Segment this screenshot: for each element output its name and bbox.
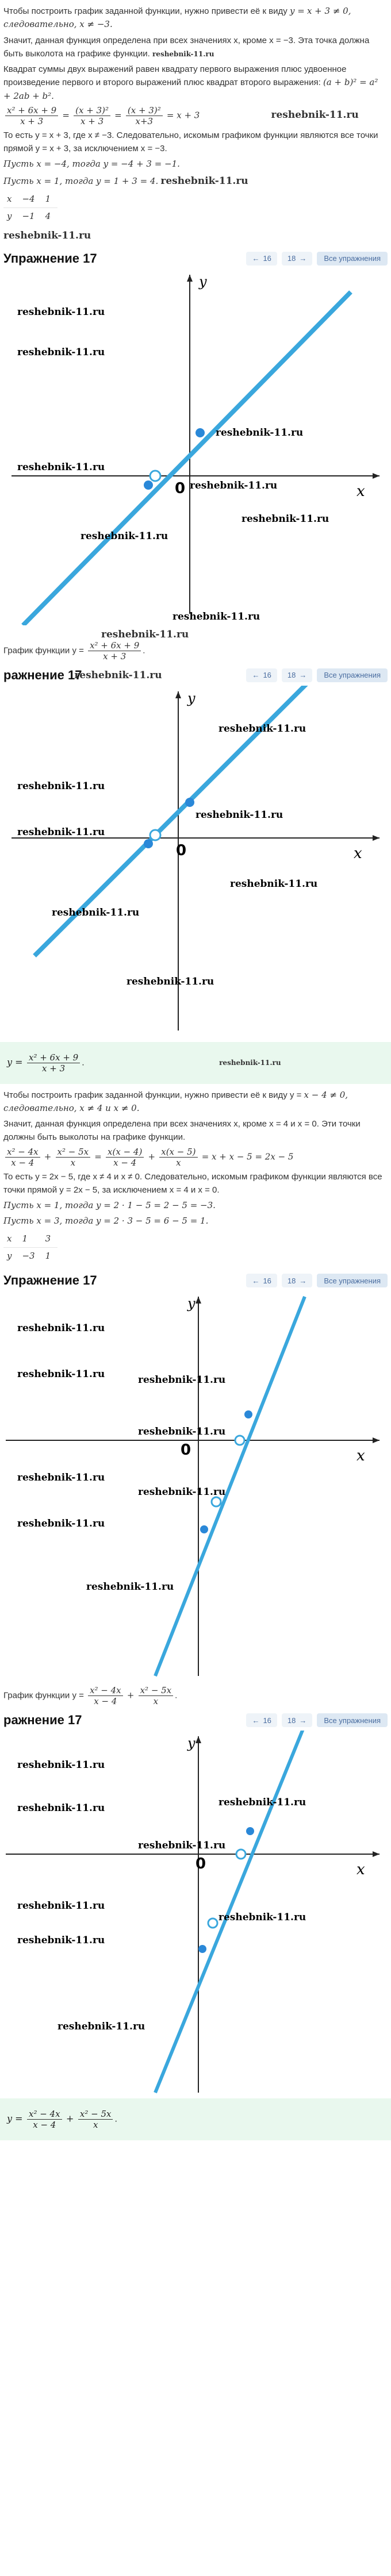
watermark: reshebnik-11.ru bbox=[218, 722, 306, 735]
y-axis-arrow bbox=[187, 275, 193, 282]
svg-text:0: 0 bbox=[195, 1855, 206, 1873]
watermark: reshebnik-11.ru bbox=[271, 109, 359, 121]
arrow-left-icon: ← bbox=[252, 1276, 260, 1285]
next-exercise-button[interactable]: 18 → bbox=[282, 1274, 312, 1287]
watermark: reshebnik-11.ru bbox=[17, 461, 105, 473]
intro-text: Чтобы построить график заданной функции, нужно привести её к виду bbox=[3, 6, 288, 16]
graph-3-svg bbox=[0, 1291, 391, 1682]
next-exercise-button[interactable]: 18 → bbox=[282, 1713, 312, 1727]
graph-3-caption: График функции y = $\frac{\text{x² − 4x}}{x - 4}$ + $\frac{\text{x² − 5x}}{x}$ . bbox=[3, 1685, 178, 1707]
point-a bbox=[144, 480, 153, 490]
prev-exercise-button[interactable]: ← 16 bbox=[246, 1274, 277, 1287]
watermark: reshebnik-11.ru bbox=[17, 1472, 105, 1484]
graph-line-1 bbox=[23, 292, 351, 625]
watermark: reshebnik-11.ru bbox=[3, 230, 91, 242]
arrow-left-icon: ← bbox=[252, 671, 260, 680]
graph-4 bbox=[0, 1731, 391, 2098]
graph-4-svg bbox=[0, 1731, 391, 2098]
watermark: reshebnik-11.ru bbox=[218, 1912, 306, 1924]
transform-equation-2: $\frac{\text{x² − 4x}}{x - 4}$ + $\frac{\text{x² − 5x}}{x}$ = $\frac{x(x - 4)}{x - 4}$ + $\frac{x(x - 5)}{x}$ = x + x − 5 = 2x − 5 bbox=[3, 1147, 388, 1168]
solution-1-text: Чтобы построить график заданной функции, нужно привести её к виду y = x + 3 ≠ 0, следовательно, x ≠ −3. Значит, данная функция определена при всех значениях x, кроме x = −3. Эта точка должна быть выколота на графике функции. reshebnik-11.ru Квадрат суммы двух выражений равен квадрату первого выражения плюс удвоенное произведение первого и второго выражений плюс квадрат второго выражения: (a + b)² = a² + 2ab + b². $\frac{\text{x² + 6x + 9}}{x + 3}$ = $\frac{\text{(x + 3)²}}{x + 3}$ = $\frac{\text{(x + 3)²}}{x+3}$ = x + 3 reshebnik-11.ru То есть y = x + 3, где x ≠ −3. Следовательно, искомым графиком функции являются все точки прямой y = x + 3, за исключением x = −3. Пусть x = −4, тогда y = −4 + 3 = −1. Пусть x = 1, тогда y = 1 + 3 = 4. reshebnik-11.ru x −4 1 y −1 4 reshebnik-11.ru bbox=[0, 0, 391, 248]
watermark: reshebnik-11.ru bbox=[57, 2021, 145, 2033]
exercise-title: Упражнение 17 bbox=[3, 251, 97, 266]
arrow-left-icon: ← bbox=[252, 254, 260, 263]
x-axis-arrow bbox=[373, 473, 379, 479]
exercise-header-4: ражнение 17 ← 16 18 → Все упражнения bbox=[0, 1710, 391, 1731]
watermark: reshebnik-11.ru bbox=[17, 1368, 105, 1381]
arrow-right-icon: → bbox=[299, 254, 307, 263]
prev-exercise-button[interactable]: ← 16 bbox=[246, 1713, 277, 1727]
domain-text: Значит, данная функция определена при всех значениях x, кроме x = −3. Эта точка должна быть выколота на графике функции. bbox=[3, 35, 370, 59]
watermark: reshebnik-11.ru bbox=[230, 878, 318, 890]
svg-text:y: y bbox=[187, 690, 195, 706]
graph-2 bbox=[0, 686, 391, 1042]
watermark: reshebnik-11.ru bbox=[17, 1322, 105, 1335]
watermark: reshebnik-11.ru bbox=[152, 49, 214, 58]
values-table: x −4 1 y −1 4 bbox=[3, 191, 57, 225]
all-exercises-button[interactable]: Все упражнения bbox=[317, 668, 388, 682]
x-axis-label: x bbox=[356, 482, 365, 500]
transform-equation: $\frac{\text{x² + 6x + 9}}{x + 3}$ = $\frac{\text{(x + 3)²}}{x + 3}$ = $\frac{\text{(x + 3)²}}{x+3}$ = x + 3 reshebnik-11.ru bbox=[3, 105, 388, 126]
prev-exercise-button[interactable]: ← 16 bbox=[246, 668, 277, 682]
graph-2-svg bbox=[0, 686, 391, 1042]
point-b bbox=[195, 428, 205, 437]
watermark: reshebnik-11.ru bbox=[52, 906, 140, 918]
all-exercises-button[interactable]: Все упражнения bbox=[317, 252, 388, 266]
point-2: Пусть x = 1, тогда y = 1 + 3 = 4. bbox=[3, 175, 159, 186]
watermark: reshebnik-11.ru bbox=[138, 1426, 226, 1438]
svg-text:x: x bbox=[356, 1447, 365, 1465]
watermark: reshebnik-11.ru bbox=[17, 1802, 105, 1814]
graph-1 bbox=[0, 269, 391, 625]
watermark: reshebnik-11.ru bbox=[172, 610, 260, 622]
values-table-2: x 1 3 y −3 1 bbox=[3, 1231, 57, 1265]
solution-2-text: Чтобы построить график заданной функции, нужно привести её к виду y = x − 4 ≠ 0, следовательно, x ≠ 4 и x ≠ 0. Значит, данная функция определена при всех значениях x, кроме x = 4 и x = 0. Эти точки должны быть выколоты на графике функции. $\frac{\text{x² − 4x}}{x - 4}$ + $\frac{\text{x² − 5x}}{x}$ = $\frac{x(x - 4)}{x - 4}$ + $\frac{x(x - 5)}{x}$ = x + x − 5 = 2x − 5 То есть y = 2x − 5, где x ≠ 4 и x ≠ 0. Следовательно, искомым графиком функции являются все точки прямой y = 2x − 5, за исключением x = 4 и x = 0. Пусть x = 1, тогда y = 2 · 1 − 5 = 2 − 5 = −3. Пусть x = 3, тогда y = 2 · 3 − 5 = 6 − 5 = 1. x 1 3 y −3 1 bbox=[0, 1084, 391, 1271]
graph-3 bbox=[0, 1291, 391, 1682]
prev-exercise-button[interactable]: ← 16 bbox=[246, 252, 277, 266]
point-1: Пусть x = −4, тогда y = −4 + 3 = −1. bbox=[3, 159, 180, 170]
watermark: reshebnik-11.ru bbox=[86, 1581, 174, 1593]
graph-1-caption: reshebnik-11.ru График функции y = $\frac{\text{x² + 6x + 9}}{x + 3}$ . bbox=[3, 628, 189, 662]
watermark: reshebnik-11.ru bbox=[17, 1935, 105, 1947]
watermark: reshebnik-11.ru bbox=[17, 1759, 105, 1771]
watermark: reshebnik-11.ru bbox=[216, 426, 304, 439]
watermark: reshebnik-11.ru bbox=[160, 175, 248, 187]
exercise-title: ражнение 17 bbox=[3, 667, 82, 682]
watermark: reshebnik-11.ru bbox=[80, 530, 168, 542]
watermark: reshebnik-11.ru bbox=[17, 1518, 105, 1530]
origin-label: 0 bbox=[175, 479, 186, 497]
svg-text:y: y bbox=[187, 1295, 195, 1312]
svg-text:0: 0 bbox=[176, 841, 187, 859]
graph-1-svg bbox=[0, 269, 391, 625]
answer-box-1: y = $\frac{\text{x² + 6x + 9}}{x + 3}$ . reshebnik-11.ru bbox=[0, 1042, 391, 1084]
arrow-right-icon: → bbox=[299, 671, 307, 680]
svg-text:y: y bbox=[187, 1735, 195, 1752]
exercise-header bbox=[0, 248, 391, 269]
all-exercises-button[interactable]: Все упражнения bbox=[317, 1274, 388, 1287]
watermark: reshebnik-11.ru bbox=[241, 513, 329, 525]
watermark: reshebnik-11.ru bbox=[17, 780, 105, 792]
svg-text:x: x bbox=[354, 844, 362, 862]
answer-box-2: y = $\frac{\text{x² − 4x}}{x - 4}$ + $\frac{\text{x² − 5x}}{x}$ . bbox=[0, 2098, 391, 2140]
conclusion-text: То есть y = x + 3, где x ≠ −3. Следовательно, искомым графиком функции являются все точки прямой y = x + 3, за исключением x = −3. bbox=[3, 130, 378, 153]
exercise-header-2: ражнение 17 reshebnik-11.ru ← 16 18 → Все упражнения bbox=[0, 665, 391, 686]
square-rule-text: Квадрат суммы двух выражений равен квадрату первого выражения плюс удвоенное произведение первого и второго выражений плюс квадрат второго выражения: bbox=[3, 64, 347, 88]
svg-text:x: x bbox=[356, 1861, 365, 1879]
hole-point bbox=[150, 471, 160, 481]
watermark: reshebnik-11.ru bbox=[138, 1486, 226, 1498]
watermark: reshebnik-11.ru bbox=[195, 809, 283, 821]
svg-text:0: 0 bbox=[181, 1441, 191, 1459]
next-exercise-button[interactable]: 18 → bbox=[282, 252, 312, 266]
watermark: reshebnik-11.ru bbox=[190, 479, 278, 491]
watermark: reshebnik-11.ru bbox=[17, 346, 105, 358]
watermark: reshebnik-11.ru bbox=[218, 1797, 306, 1809]
arrow-right-icon: → bbox=[299, 1716, 307, 1725]
square-formula: (a + b)² = a² + 2ab + b². bbox=[3, 77, 378, 101]
watermark: reshebnik-11.ru bbox=[126, 975, 214, 987]
all-exercises-button[interactable]: Все упражнения bbox=[317, 1713, 388, 1727]
intro-condition: x + 3 ≠ 0, следовательно, x ≠ −3. bbox=[3, 6, 351, 30]
watermark: reshebnik-11.ru bbox=[138, 1374, 226, 1386]
watermark: reshebnik-11.ru bbox=[17, 826, 105, 838]
watermark: reshebnik-11.ru bbox=[138, 1840, 226, 1852]
arrow-right-icon: → bbox=[299, 1276, 307, 1285]
arrow-left-icon: ← bbox=[252, 1716, 260, 1725]
watermark: reshebnik-11.ru bbox=[17, 306, 105, 318]
watermark: reshebnik-11.ru bbox=[17, 1900, 105, 1912]
y-axis-label: y bbox=[199, 273, 207, 290]
exercise-header-3: Упражнение 17 ← 16 18 → Все упражнения bbox=[0, 1270, 391, 1291]
next-exercise-button[interactable]: 18 → bbox=[282, 668, 312, 682]
